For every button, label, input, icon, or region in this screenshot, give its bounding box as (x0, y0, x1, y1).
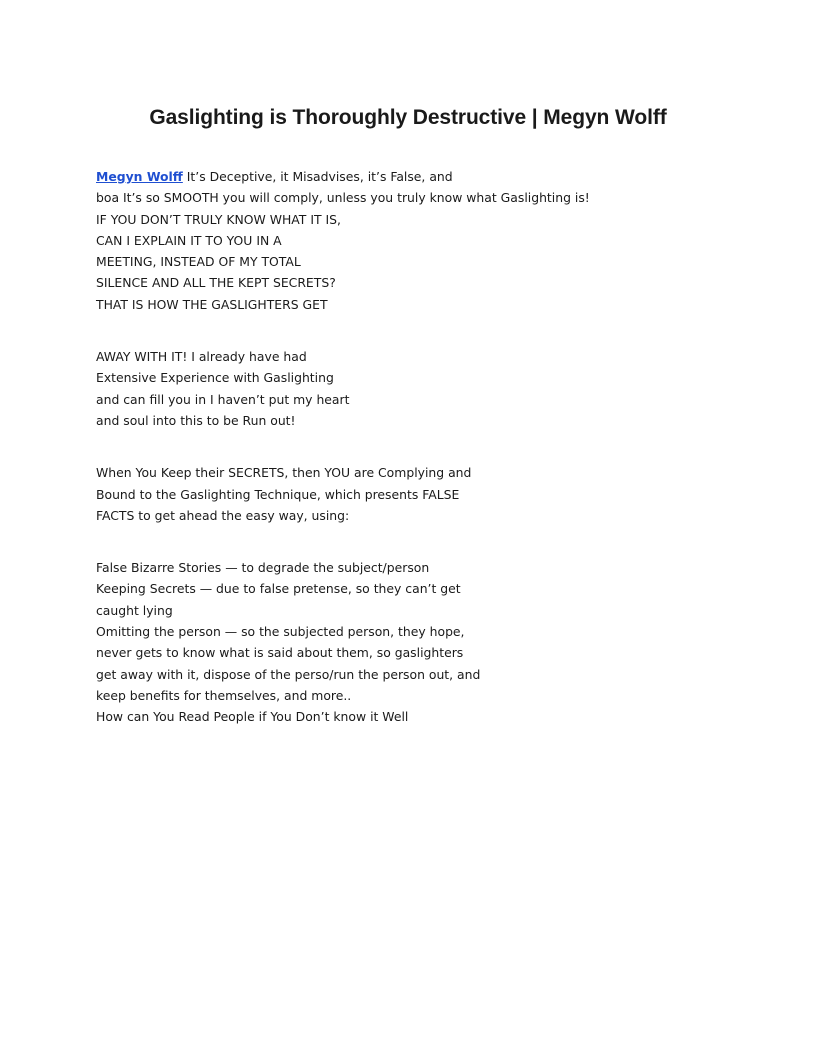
text-line: SILENCE AND ALL THE KEPT SECRETS? (96, 275, 336, 291)
text-line: AWAY WITH IT! I already have had (96, 349, 307, 365)
text-line: Keeping Secrets — due to false pretense, so they can’t get (96, 581, 461, 597)
text-line: get away with it, dispose of the perso/run the person out, and (96, 666, 481, 682)
page-title: Gaslighting is Thoroughly Destructive | Megyn Wolff (149, 106, 667, 129)
paragraph-secrets (96, 462, 736, 526)
text-line: False Bizarre Stories — to degrade the subject/person (96, 560, 430, 576)
text-line: keep benefits for themselves, and more.. (96, 687, 352, 703)
intro-first-line-text: It’s Deceptive, it Misadvises, it’s False, and (182, 169, 453, 184)
text-line: Omitting the person — so the subjected person, they hope, (96, 624, 465, 640)
text-line: Extensive Experience with Gaslighting (96, 370, 334, 386)
text-line: When You Keep their SECRETS, then YOU are Complying and (96, 465, 472, 481)
text-line: never gets to know what is said about them, so gaslighters (96, 645, 464, 661)
text-line: Bound to the Gaslighting Technique, which presents FALSE (96, 486, 460, 502)
author-link[interactable]: Megyn Wolff (96, 169, 183, 184)
text-line: CAN I EXPLAIN IT TO YOU IN A (96, 232, 282, 248)
text-line: IF YOU DON’T TRULY KNOW WHAT IT IS, (96, 211, 341, 227)
text-line: boa It’s so SMOOTH you will comply, unless you truly know what Gaslighting is! (96, 190, 590, 206)
paragraph-intro (96, 166, 736, 315)
paragraph-techniques (96, 557, 736, 727)
text-line: FACTS to get ahead the easy way, using: (96, 507, 350, 523)
paragraph-spacer (96, 431, 736, 462)
text-line: MEETING, INSTEAD OF MY TOTAL (96, 254, 301, 270)
text-line: How can You Read People if You Don’t know it Well (96, 709, 409, 725)
paragraph-spacer (96, 315, 736, 346)
paragraph-spacer (96, 526, 736, 557)
text-line: and can fill you in I haven’t put my heart (96, 391, 350, 407)
text-line: and soul into this to be Run out! (96, 412, 296, 428)
text-line: caught lying (96, 602, 173, 618)
text-line: THAT IS HOW THE GASLIGHTERS GET (96, 296, 328, 312)
document-body (96, 166, 736, 728)
paragraph-experience (96, 346, 736, 431)
intro-first-line (96, 166, 736, 187)
